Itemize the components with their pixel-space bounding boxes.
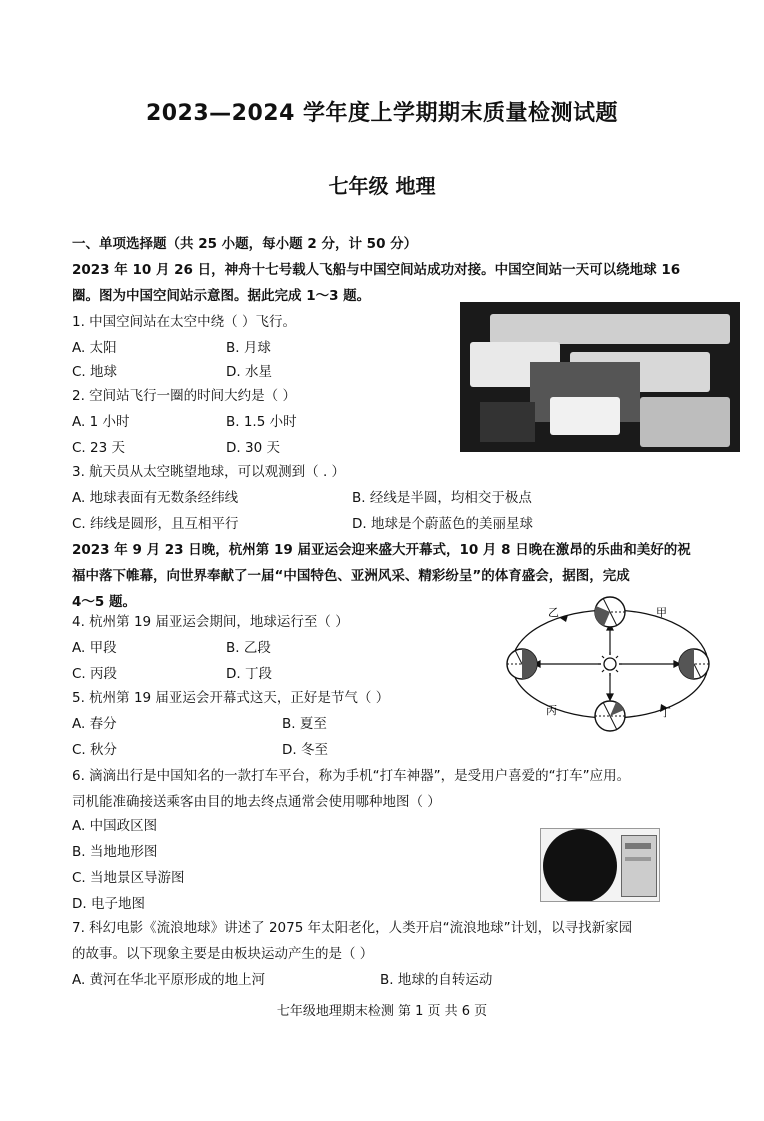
q7-option-a: A. 黄河在华北平原形成的地上河 bbox=[72, 972, 266, 988]
q1-stem: 1. 中国空间站在太空中绕（ ）飞行。 bbox=[72, 314, 296, 330]
q5-option-c: C. 秋分 bbox=[72, 742, 118, 758]
q2-option-c: C. 23 天 bbox=[72, 440, 125, 456]
q6-line1: 6. 滴滴出行是中国知名的一款打车平台，称为手机“打车神器”，是受用户喜爱的“打车”应用。 bbox=[72, 768, 631, 784]
section-heading: 一、单项选择题（共 25 小题，每小题 2 分，计 50 分） bbox=[72, 236, 418, 252]
q6-option-c: C. 当地景区导游图 bbox=[72, 870, 185, 886]
q2-stem: 2. 空间站飞行一圈的时间大约是（ ） bbox=[72, 388, 296, 404]
sun-icon bbox=[598, 652, 622, 676]
q6-option-d: D. 电子地图 bbox=[72, 896, 145, 912]
q4-option-a: A. 甲段 bbox=[72, 640, 117, 656]
passage1-line1: 2023 年 10 月 26 日，神舟十七号载人飞船与中国空间站成功对接。中国空间站一天可以绕地球 16 bbox=[72, 262, 681, 278]
q3-option-b: B. 经线是半圆，均相交于极点 bbox=[352, 490, 532, 506]
q4-stem: 4. 杭州第 19 届亚运会期间，地球运行至（ ） bbox=[72, 614, 349, 630]
q5-stem: 5. 杭州第 19 届亚运会开幕式这天，正好是节气（ ） bbox=[72, 690, 390, 706]
orbit-label-jia: 甲 bbox=[656, 606, 667, 619]
q3-option-d: D. 地球是个蔚蓝色的美丽星球 bbox=[352, 516, 533, 532]
q7-option-b: B. 地球的自转运动 bbox=[380, 972, 493, 988]
orbit-label-yi: 乙 bbox=[548, 606, 559, 619]
q6-option-b: B. 当地地形图 bbox=[72, 844, 158, 860]
taxi-app-photo bbox=[540, 828, 660, 902]
q6-option-a: A. 中国政区图 bbox=[72, 818, 158, 834]
earth-top-icon bbox=[595, 597, 625, 627]
page-footer: 七年级地理期末检测 第 1 页 共 6 页 bbox=[276, 1004, 488, 1019]
q4-option-b: B. 乙段 bbox=[226, 640, 271, 656]
q6-line2: 司机能准确接送乘客由目的地去终点通常会使用哪种地图（ ） bbox=[72, 794, 441, 810]
passage1-line2: 圈。图为中国空间站示意图。据此完成 1～3 题。 bbox=[72, 288, 371, 304]
earth-orbit-diagram bbox=[500, 596, 720, 742]
q7-line1: 7. 科幻电影《流浪地球》讲述了 2075 年太阳老化，人类开启“流浪地球”计划，以寻找新家园 bbox=[72, 920, 633, 936]
space-station-photo bbox=[460, 302, 740, 452]
orbit-label-bing: 丙 bbox=[546, 704, 557, 717]
passage2-line1: 2023 年 9 月 23 日晚，杭州第 19 届亚运会迎来盛大开幕式，10 月 8 日晚在激昂的乐曲和美好的祝 bbox=[72, 542, 691, 558]
exam-subtitle: 七年级 地理 bbox=[328, 174, 436, 198]
q1-option-d: D. 水星 bbox=[226, 364, 272, 380]
q1-option-b: B. 月球 bbox=[226, 340, 271, 356]
q4-option-c: C. 丙段 bbox=[72, 666, 118, 682]
q3-option-a: A. 地球表面有无数条经纬线 bbox=[72, 490, 239, 506]
q5-option-b: B. 夏至 bbox=[282, 716, 327, 732]
q1-option-c: C. 地球 bbox=[72, 364, 118, 380]
earth-left-icon bbox=[507, 649, 537, 679]
q4-option-d: D. 丁段 bbox=[226, 666, 272, 682]
q5-option-d: D. 冬至 bbox=[282, 742, 328, 758]
orbit-label-ding: 丁 bbox=[660, 706, 671, 719]
q2-option-a: A. 1 小时 bbox=[72, 414, 130, 430]
q3-option-c: C. 纬线是圆形，且互相平行 bbox=[72, 516, 239, 532]
passage2-line3: 4～5 题。 bbox=[72, 594, 136, 610]
q1-option-a: A. 太阳 bbox=[72, 340, 117, 356]
q7-line2: 的故事。以下现象主要是由板块运动产生的是（ ） bbox=[72, 946, 374, 962]
q3-stem: 3. 航天员从太空眺望地球，可以观测到（ . ） bbox=[72, 464, 346, 480]
passage2-line2: 福中落下帷幕，向世界奉献了一届“中国特色、亚洲风采、精彩纷呈”的体育盛会，据图，完成 bbox=[72, 568, 630, 584]
q2-option-d: D. 30 天 bbox=[226, 440, 280, 456]
earth-bottom-icon bbox=[595, 701, 625, 731]
q2-option-b: B. 1.5 小时 bbox=[226, 414, 297, 430]
earth-right-icon bbox=[679, 649, 709, 679]
exam-title: 2023—2024 学年度上学期期末质量检测试题 bbox=[145, 101, 619, 126]
q5-option-a: A. 春分 bbox=[72, 716, 117, 732]
